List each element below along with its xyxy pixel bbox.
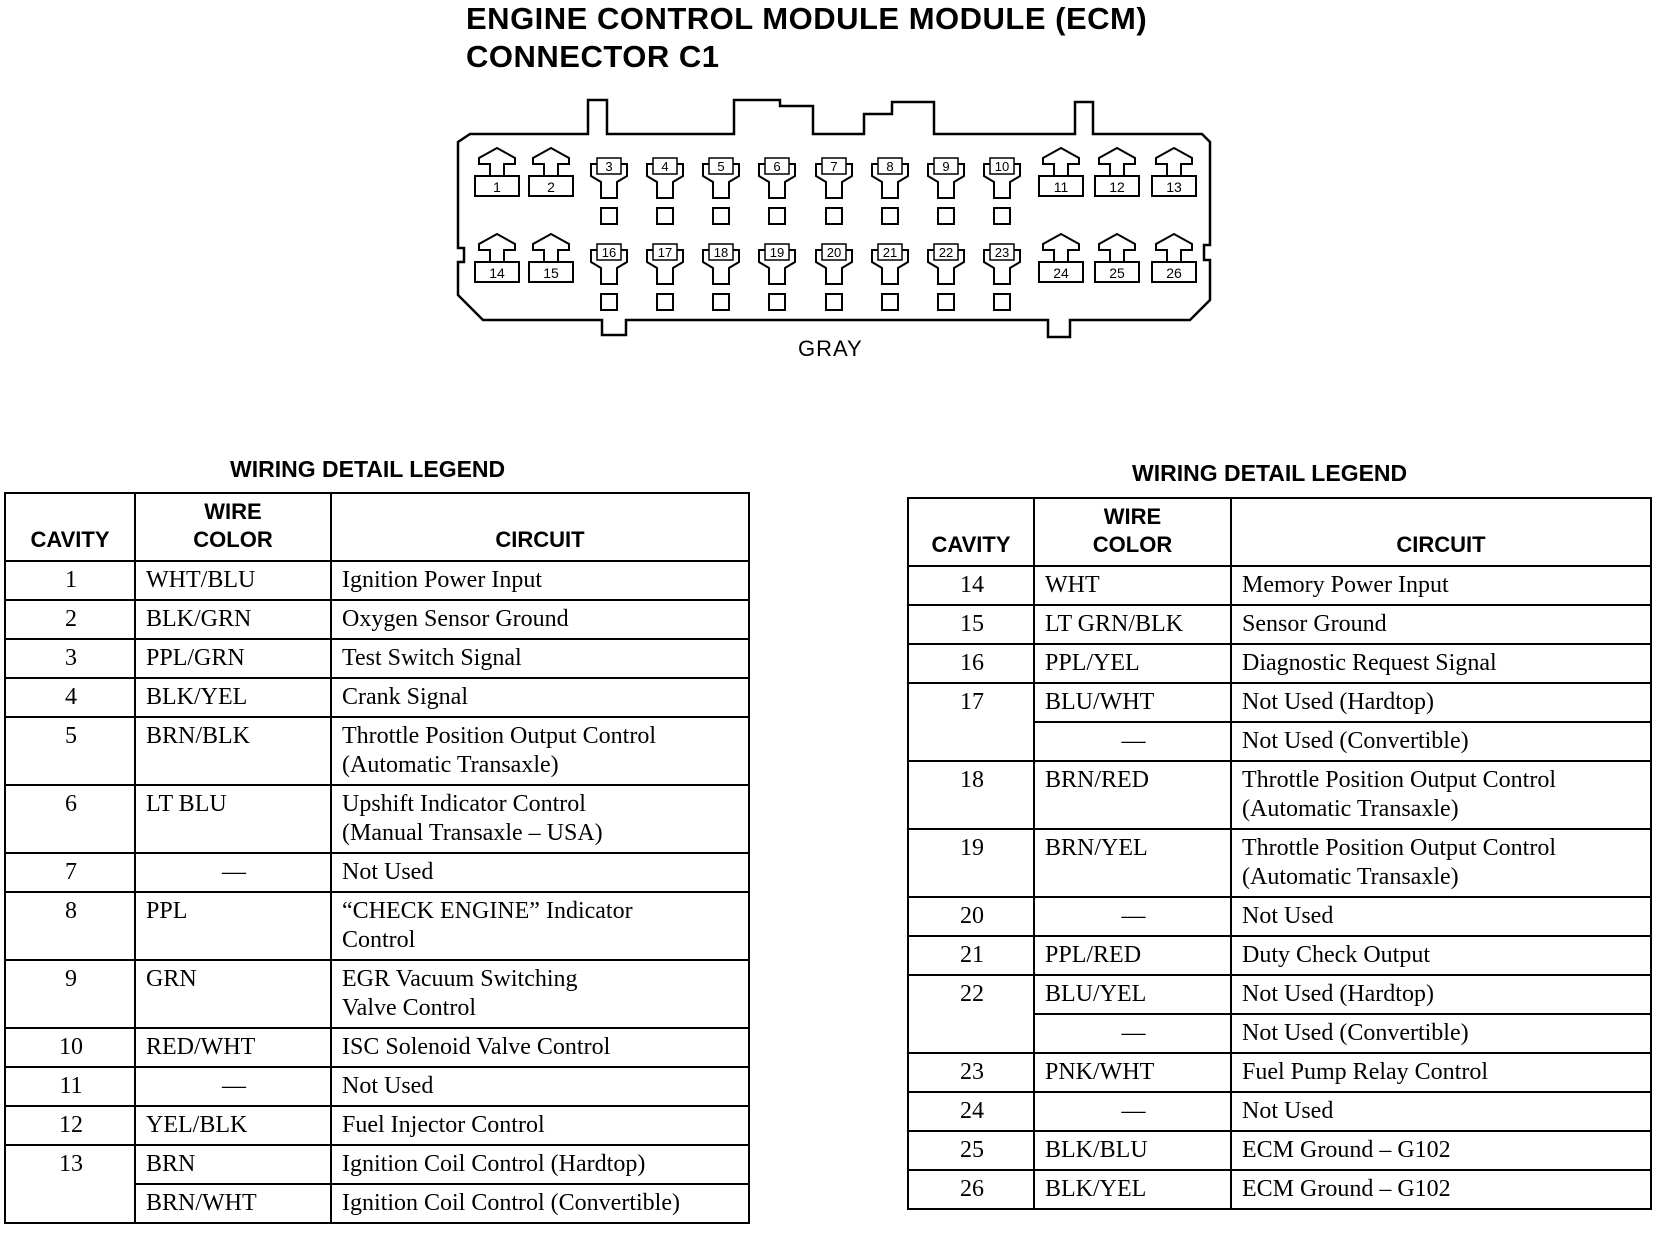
circuit-line: Not Used [1242,1098,1334,1124]
cell-wire-color: PPL/GRN [135,639,331,678]
cavity-number: 20 [826,245,842,260]
circuit-line: Fuel Pump Relay Control [1242,1059,1488,1085]
cell-circuit [1231,644,1651,683]
cavity-19 [759,244,795,310]
cell-cavity: 10 [5,1028,135,1067]
cavity-3 [591,158,627,224]
header-wire-color-line2: COLOR [1092,532,1173,557]
cell-circuit [1231,1053,1651,1092]
circuit-line: Oxygen Sensor Ground [342,606,569,632]
circuit-line: “CHECK ENGINE” Indicator [342,898,633,924]
cell-cavity: 23 [908,1053,1034,1092]
cell-wire-color: PPL/YEL [1034,644,1231,683]
table-row [908,897,1651,936]
circuit-line: Crank Signal [342,684,468,710]
circuit-line: Sensor Ground [1242,611,1387,637]
table-row [5,1028,749,1067]
cavity-number: 14 [489,265,505,281]
cell-circuit [331,1184,749,1223]
cavity-number: 11 [1053,179,1069,195]
circuit-line: Not Used [342,1073,434,1099]
cell-cavity: 24 [908,1092,1034,1131]
cavity-14 [475,234,519,282]
cell-wire-color: BRN/WHT [135,1184,331,1223]
circuit-line: Fuel Injector Control [342,1112,545,1138]
cavity-number: 5 [717,159,725,174]
cavity-10 [984,158,1020,224]
table-row [5,892,749,960]
cell-wire-color: LT BLU [135,785,331,853]
cell-wire-color: — [1034,722,1231,761]
cell-circuit [331,892,749,960]
table-row [908,722,1651,761]
circuit-line-2: (Automatic Transaxle) [1242,796,1459,822]
cavity-2 [529,148,573,196]
header-wire-color-line1: WIRE [1103,504,1162,529]
table-row [5,1067,749,1106]
cell-circuit [1231,683,1651,722]
cell-circuit [331,1145,749,1184]
cell-circuit [1231,936,1651,975]
cavity-16 [591,244,627,310]
cavity-square [994,208,1010,224]
cavity-number: 9 [942,159,950,174]
cell-wire-color: BLU/YEL [1034,975,1231,1014]
header-wire-color-line2: COLOR [193,527,273,552]
connector-outline [458,100,1210,337]
table-row [5,1184,749,1223]
cavity-number: 16 [601,245,617,260]
circuit-line: Throttle Position Output Control [1242,835,1557,861]
cavity-square [938,208,954,224]
cell-cavity [908,722,1034,761]
circuit-line: Upshift Indicator Control [342,791,586,817]
terminal-shape [479,234,515,262]
circuit-line-2: Control [342,927,416,953]
cavity-number: 3 [605,159,613,174]
connector-diagram [0,0,1658,380]
circuit-line: Not Used (Convertible) [1242,1020,1469,1046]
cell-circuit [331,639,749,678]
cell-wire-color: — [135,853,331,892]
table-row [5,639,749,678]
cavity-square [657,208,673,224]
cell-cavity: 21 [908,936,1034,975]
cell-cavity: 7 [5,853,135,892]
table-row [5,1145,749,1184]
cavity-1 [475,148,519,196]
cell-cavity: 25 [908,1131,1034,1170]
cavity-square [713,294,729,310]
cavity-number: 26 [1166,265,1182,281]
cavity-square [769,294,785,310]
terminal-shape [1156,234,1192,262]
header-wire-color [1034,498,1231,566]
cavity-8 [872,158,908,224]
cell-wire-color: — [1034,1092,1231,1131]
cavity-square [601,294,617,310]
table-row [5,1106,749,1145]
cell-circuit [331,1028,749,1067]
cavity-square [826,208,842,224]
cavity-18 [703,244,739,310]
cavity-number: 12 [1109,179,1125,195]
cavity-number: 21 [882,245,898,260]
table-row [908,605,1651,644]
cavity-5 [703,158,739,224]
cavity-square [769,208,785,224]
terminal-shape [1156,148,1192,176]
cavity-square [994,294,1010,310]
cell-circuit [1231,605,1651,644]
cell-circuit [1231,722,1651,761]
cell-wire-color: BRN/BLK [135,717,331,785]
cell-wire-color: BRN/YEL [1034,829,1231,897]
cavity-number: 24 [1053,265,1069,281]
connector-top-row [475,148,1196,224]
table-row [908,683,1651,722]
terminal-shape [1043,148,1079,176]
cavity-square [882,208,898,224]
header-wire-color [135,493,331,561]
table-row [5,853,749,892]
terminal-shape [533,148,569,176]
table-row [908,975,1651,1014]
cavity-number: 4 [661,159,669,174]
cell-circuit [331,678,749,717]
cavity-22 [928,244,964,310]
table-row [908,829,1651,897]
cell-wire-color: BLU/WHT [1034,683,1231,722]
cell-cavity: 6 [5,785,135,853]
cell-wire-color: LT GRN/BLK [1034,605,1231,644]
title-line-2: CONNECTOR C1 [466,39,720,74]
cell-circuit [331,561,749,600]
header-circuit: CIRCUIT [1231,498,1651,566]
circuit-line: Not Used (Convertible) [1242,728,1469,754]
circuit-line: Not Used (Hardtop) [1242,981,1434,1007]
legend-left-table [4,492,750,1224]
cavity-number: 18 [713,245,729,260]
cell-wire-color: BLK/YEL [135,678,331,717]
cavity-number: 25 [1109,265,1125,281]
header-wire-color-line1: WIRE [204,499,262,524]
cell-cavity: 3 [5,639,135,678]
cell-circuit [1231,975,1651,1014]
cavity-4 [647,158,683,224]
table-row [5,600,749,639]
terminal-shape [479,148,515,176]
table-row [5,678,749,717]
cell-wire-color: YEL/BLK [135,1106,331,1145]
cell-wire-color: — [1034,897,1231,936]
cell-cavity: 2 [5,600,135,639]
cavity-number: 10 [994,159,1010,174]
cell-cavity: 4 [5,678,135,717]
cell-cavity [908,1014,1034,1053]
connector-bottom-row [475,234,1196,310]
cavity-number: 6 [773,159,781,174]
circuit-line-2: Valve Control [342,995,476,1021]
circuit-line: Throttle Position Output Control [1242,767,1557,793]
cell-circuit [1231,897,1651,936]
cell-cavity: 19 [908,829,1034,897]
circuit-line: Ignition Coil Control (Convertible) [342,1190,680,1216]
circuit-line: EGR Vacuum Switching [342,966,578,992]
circuit-line: Throttle Position Output Control [342,723,657,749]
cavity-number: 2 [547,179,555,195]
cavity-square [826,294,842,310]
header-cavity: CAVITY [908,498,1034,566]
cell-cavity: 22 [908,975,1034,1014]
header-circuit: CIRCUIT [331,493,749,561]
cavity-6 [759,158,795,224]
cavity-number: 8 [886,159,894,174]
cell-wire-color: PPL [135,892,331,960]
circuit-line: ECM Ground – G102 [1242,1137,1451,1163]
circuit-line-2: (Automatic Transaxle) [342,752,559,778]
cell-circuit [1231,1131,1651,1170]
cell-cavity: 8 [5,892,135,960]
cell-circuit [1231,1170,1651,1209]
circuit-line: Ignition Power Input [342,567,542,593]
cell-cavity: 17 [908,683,1034,722]
cell-wire-color: RED/WHT [135,1028,331,1067]
connector-color-label: GRAY [798,336,863,361]
table-row [5,785,749,853]
circuit-line: Not Used [342,859,434,885]
cell-wire-color: BLK/BLU [1034,1131,1231,1170]
cavity-25 [1095,234,1139,282]
cavity-9 [928,158,964,224]
circuit-line: Test Switch Signal [342,645,522,671]
cell-cavity: 1 [5,561,135,600]
cavity-number: 13 [1166,179,1182,195]
circuit-line: Duty Check Output [1242,942,1430,968]
circuit-line: ECM Ground – G102 [1242,1176,1451,1202]
cell-cavity: 16 [908,644,1034,683]
cavity-number: 23 [994,245,1010,260]
cell-wire-color: BRN/RED [1034,761,1231,829]
circuit-line: Not Used (Hardtop) [1242,689,1434,715]
cell-wire-color: PPL/RED [1034,936,1231,975]
table-row [908,566,1651,605]
cell-circuit [1231,761,1651,829]
cavity-15 [529,234,573,282]
cell-cavity: 12 [5,1106,135,1145]
cavity-square [601,208,617,224]
cell-circuit [331,960,749,1028]
cell-cavity: 14 [908,566,1034,605]
terminal-shape [1043,234,1079,262]
cavity-number: 7 [830,159,838,174]
cell-cavity: 13 [5,1145,135,1184]
cell-wire-color: WHT [1034,566,1231,605]
cavity-7 [816,158,852,224]
circuit-line: Memory Power Input [1242,572,1449,598]
cavity-number: 17 [657,245,673,260]
cavity-number: 22 [938,245,954,260]
table-row [908,1092,1651,1131]
circuit-line-2: (Automatic Transaxle) [1242,864,1459,890]
terminal-shape [1099,234,1135,262]
cavity-21 [872,244,908,310]
cavity-13 [1152,148,1196,196]
table-row [908,644,1651,683]
cavity-23 [984,244,1020,310]
cavity-26 [1152,234,1196,282]
cavity-number: 19 [769,245,785,260]
cell-circuit [1231,566,1651,605]
cell-wire-color: BRN [135,1145,331,1184]
circuit-line: Not Used [1242,903,1334,929]
cell-wire-color: WHT/BLU [135,561,331,600]
terminal-shape [533,234,569,262]
cell-cavity: 18 [908,761,1034,829]
cell-cavity: 5 [5,717,135,785]
table-row [908,1014,1651,1053]
legend-left-title: WIRING DETAIL LEGEND [230,456,506,482]
cavity-17 [647,244,683,310]
cell-circuit [331,600,749,639]
table-row [5,960,749,1028]
table-row [908,936,1651,975]
cell-circuit [331,1067,749,1106]
terminal-shape [1099,148,1135,176]
cell-wire-color: BLK/GRN [135,600,331,639]
cell-cavity: 20 [908,897,1034,936]
cell-circuit [331,1106,749,1145]
cavity-square [657,294,673,310]
cavity-square [882,294,898,310]
legend-right-title: WIRING DETAIL LEGEND [1132,460,1408,486]
cell-circuit [1231,829,1651,897]
cavity-24 [1039,234,1083,282]
table-row [908,1053,1651,1092]
header-cavity: CAVITY [5,493,135,561]
cell-wire-color: GRN [135,960,331,1028]
cavity-square [938,294,954,310]
cavity-20 [816,244,852,310]
table-row [908,1131,1651,1170]
cell-wire-color: — [135,1067,331,1106]
circuit-line-2: (Manual Transaxle – USA) [342,820,603,846]
cavity-square [713,208,729,224]
table-row [908,761,1651,829]
cell-wire-color: — [1034,1014,1231,1053]
cell-cavity: 11 [5,1067,135,1106]
cell-cavity [5,1184,135,1223]
cavity-12 [1095,148,1139,196]
cell-cavity: 15 [908,605,1034,644]
cell-wire-color: PNK/WHT [1034,1053,1231,1092]
cell-cavity: 26 [908,1170,1034,1209]
cavity-number: 1 [493,179,501,195]
table-row [908,1170,1651,1209]
cavity-11 [1039,148,1083,196]
legend-right-table [907,497,1652,1210]
circuit-line: ISC Solenoid Valve Control [342,1034,611,1060]
cell-wire-color: BLK/YEL [1034,1170,1231,1209]
cell-circuit [1231,1092,1651,1131]
cell-circuit [331,853,749,892]
table-row [5,561,749,600]
cell-circuit [331,785,749,853]
table-row [5,717,749,785]
circuit-line: Ignition Coil Control (Hardtop) [342,1151,646,1177]
title-line-1: ENGINE CONTROL MODULE MODULE (ECM) [466,1,1148,36]
cavity-number: 15 [543,265,559,281]
cell-circuit [1231,1014,1651,1053]
cell-circuit [331,717,749,785]
circuit-line: Diagnostic Request Signal [1242,650,1497,676]
cell-cavity: 9 [5,960,135,1028]
